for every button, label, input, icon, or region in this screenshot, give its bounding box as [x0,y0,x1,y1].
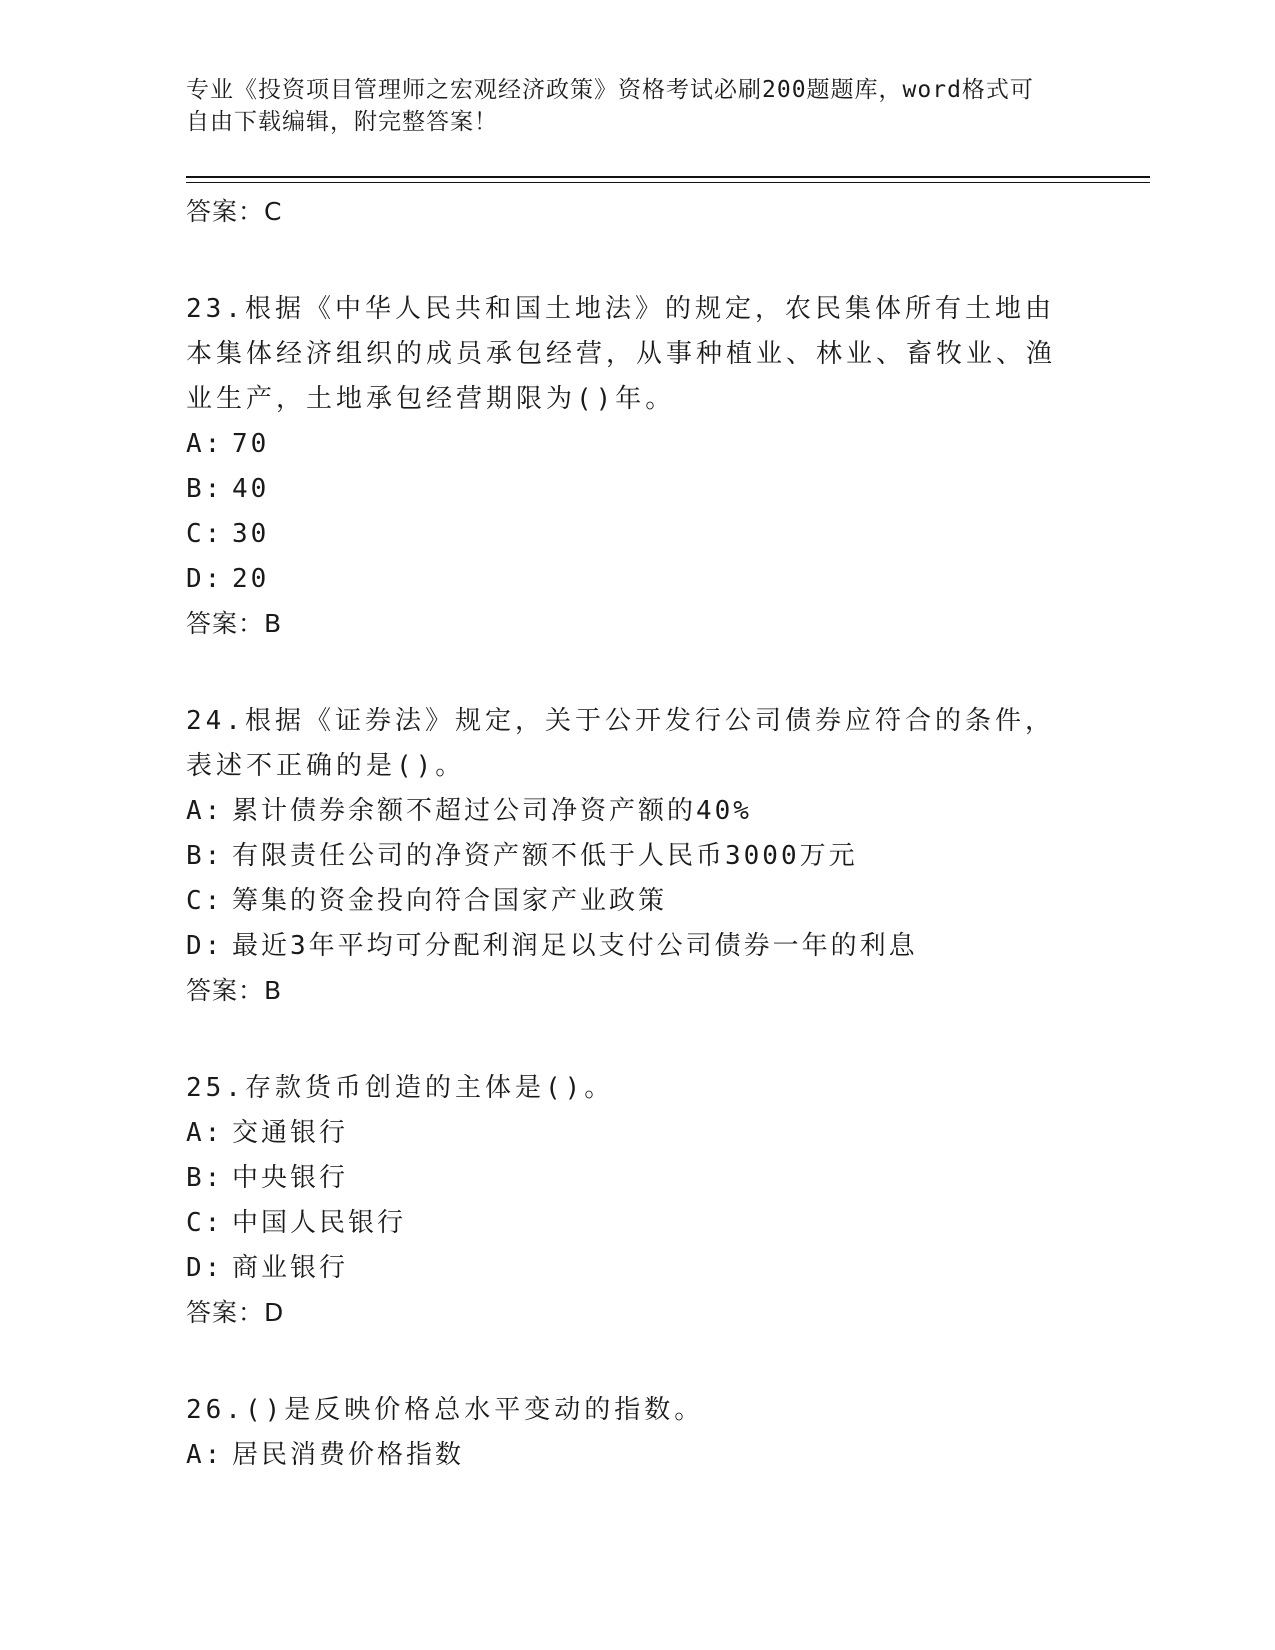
option-text: 中国人民银行 [232,1208,407,1238]
option-letter: A: [186,796,224,826]
question-25 [186,1066,1076,1335]
option-a [186,1111,1076,1156]
option-letter: D: [186,1253,224,1283]
option-d [186,557,1076,602]
option-b [186,1156,1076,1201]
option-letter: B: [186,1163,224,1193]
option-b [186,834,1076,879]
option-text: 中央银行 [232,1163,349,1193]
question-stem: 26.()是反映价格总水平变动的指数。 [186,1395,705,1425]
question-23 [186,287,1076,646]
option-text: 居民消费价格指数 [232,1440,465,1470]
option-text: 最近3年平均可分配利润足以支付公司债券一年的利息 [232,931,918,961]
option-letter: C: [186,886,224,916]
option-text: 交通银行 [232,1118,349,1148]
option-letter: C: [186,519,224,549]
header-line-2: 自由下载编辑，附完整答案！ [186,109,498,135]
header-divider-thick [186,176,1150,178]
question-stem: 24.根据《证券法》规定，关于公开发行公司债券应符合的条件，表述不正确的是()。 [186,706,1055,781]
option-letter: A: [186,429,224,459]
answer-23: 答案：B [186,609,283,638]
document-body [186,190,1076,1531]
option-text: 30 [232,519,270,549]
header-line-1: 专业《投资项目管理师之宏观经济政策》资格考试必刷200题题库，word格式可 [186,77,1034,103]
option-text: 40 [232,474,270,504]
question-24 [186,699,1076,1013]
option-text: 商业银行 [232,1253,349,1283]
option-c [186,1201,1076,1246]
option-letter: A: [186,1440,224,1470]
option-letter: C: [186,1208,224,1238]
option-letter: B: [186,474,224,504]
option-text: 有限责任公司的净资产额不低于人民币3000万元 [232,841,858,871]
option-c [186,879,1076,924]
option-text: 70 [232,429,270,459]
option-d [186,924,1076,969]
answer-previous: 答案：C [186,197,283,226]
option-a [186,422,1076,467]
option-a [186,1433,1076,1478]
option-letter: D: [186,564,224,594]
option-text: 筹集的资金投向符合国家产业政策 [232,886,668,916]
option-a [186,789,1076,834]
option-letter: D: [186,931,224,961]
option-text: 累计债券余额不超过公司净资产额的40% [232,796,752,826]
answer-24: 答案：B [186,976,283,1005]
question-26 [186,1388,1076,1478]
option-text: 20 [232,564,270,594]
option-c [186,512,1076,557]
option-d [186,1246,1076,1291]
option-letter: A: [186,1118,224,1148]
header-divider-thin [186,182,1150,183]
question-stem: 23.根据《中华人民共和国土地法》的规定，农民集体所有土地由本集体经济组织的成员承包经营，从事种植业、林业、畜牧业、渔业生产，土地承包经营期限为()年。 [186,294,1057,414]
document-header [186,74,1066,138]
option-b [186,467,1076,512]
answer-25: 答案：D [186,1298,285,1327]
option-letter: B: [186,841,224,871]
question-stem: 25.存款货币创造的主体是()。 [186,1073,615,1103]
